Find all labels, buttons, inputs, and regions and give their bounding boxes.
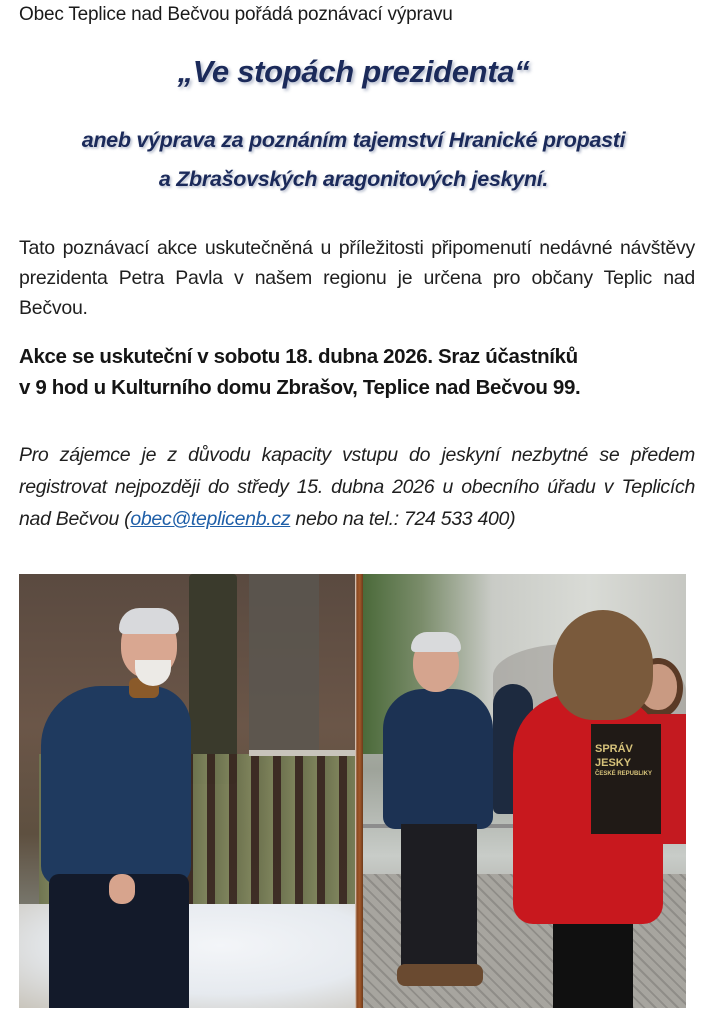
hand — [109, 874, 135, 904]
black-trousers — [553, 924, 633, 1008]
blue-jacket — [41, 686, 191, 886]
jacket-patch-text — [595, 742, 661, 778]
registration-text: Pro zájemce je z důvodu kapacity vstupu do jeskyní nezbytné se předem registrovat nejpozději do středy 15. dubna 2026 u obecního úřadu v Teplicích nad Bečvou ( — [19, 444, 695, 530]
description-paragraph: Tato poznávací akce uskutečněná u příležitosti připomenutí nedávné návštěvy prezidenta Petra Pavla v našem regionu je určena pro občany Teplic nad Bečvou. — [19, 237, 695, 319]
dark-trousers — [401, 824, 477, 974]
jacket-back-patch — [591, 724, 661, 834]
subtitle-line-1: aneb výprava za poznáním tajemství Hranické propasti — [81, 128, 626, 152]
registration-paragraph — [19, 439, 695, 535]
photo-president-with-staff — [363, 574, 686, 1008]
location-line: v 9 hod u Kulturního domu Zbrašov, Teplice nad Bečvou 99. — [19, 376, 581, 399]
registration-phone-text: nebo na tel.: 724 533 400) — [290, 508, 516, 530]
hiking-shoes — [397, 964, 483, 986]
subtitle-line-2: a Zbrašovských aragonitových jeskyní. — [158, 167, 549, 191]
patch-line-3: ČESKÉ REPUBLIKY — [595, 771, 653, 777]
staff-hair — [553, 610, 653, 720]
tree-trunk — [249, 574, 319, 764]
blue-jacket — [383, 689, 493, 829]
photo-president-walking — [19, 574, 355, 1008]
event-subtitle — [0, 121, 707, 199]
grey-hair — [411, 632, 461, 652]
patch-line-2: JESKY — [595, 757, 632, 769]
event-title: „Ve stopách prezidenta“ — [177, 54, 530, 89]
event-date-location — [19, 341, 699, 403]
date-line: Akce se uskuteční v sobotu 18. dubna 2026. Sraz účastníků — [19, 345, 578, 368]
grey-hair — [119, 608, 179, 634]
photo-divider — [355, 574, 363, 1008]
intro-line: Obec Teplice nad Bečvou pořádá poznávací výpravu — [19, 4, 453, 25]
photo-collage — [19, 574, 686, 1008]
fence-rail — [249, 750, 355, 756]
tree-trunk — [189, 574, 237, 784]
email-link[interactable]: obec@teplicenb.cz — [130, 508, 291, 530]
patch-line-1: SPRÁV — [595, 743, 633, 755]
